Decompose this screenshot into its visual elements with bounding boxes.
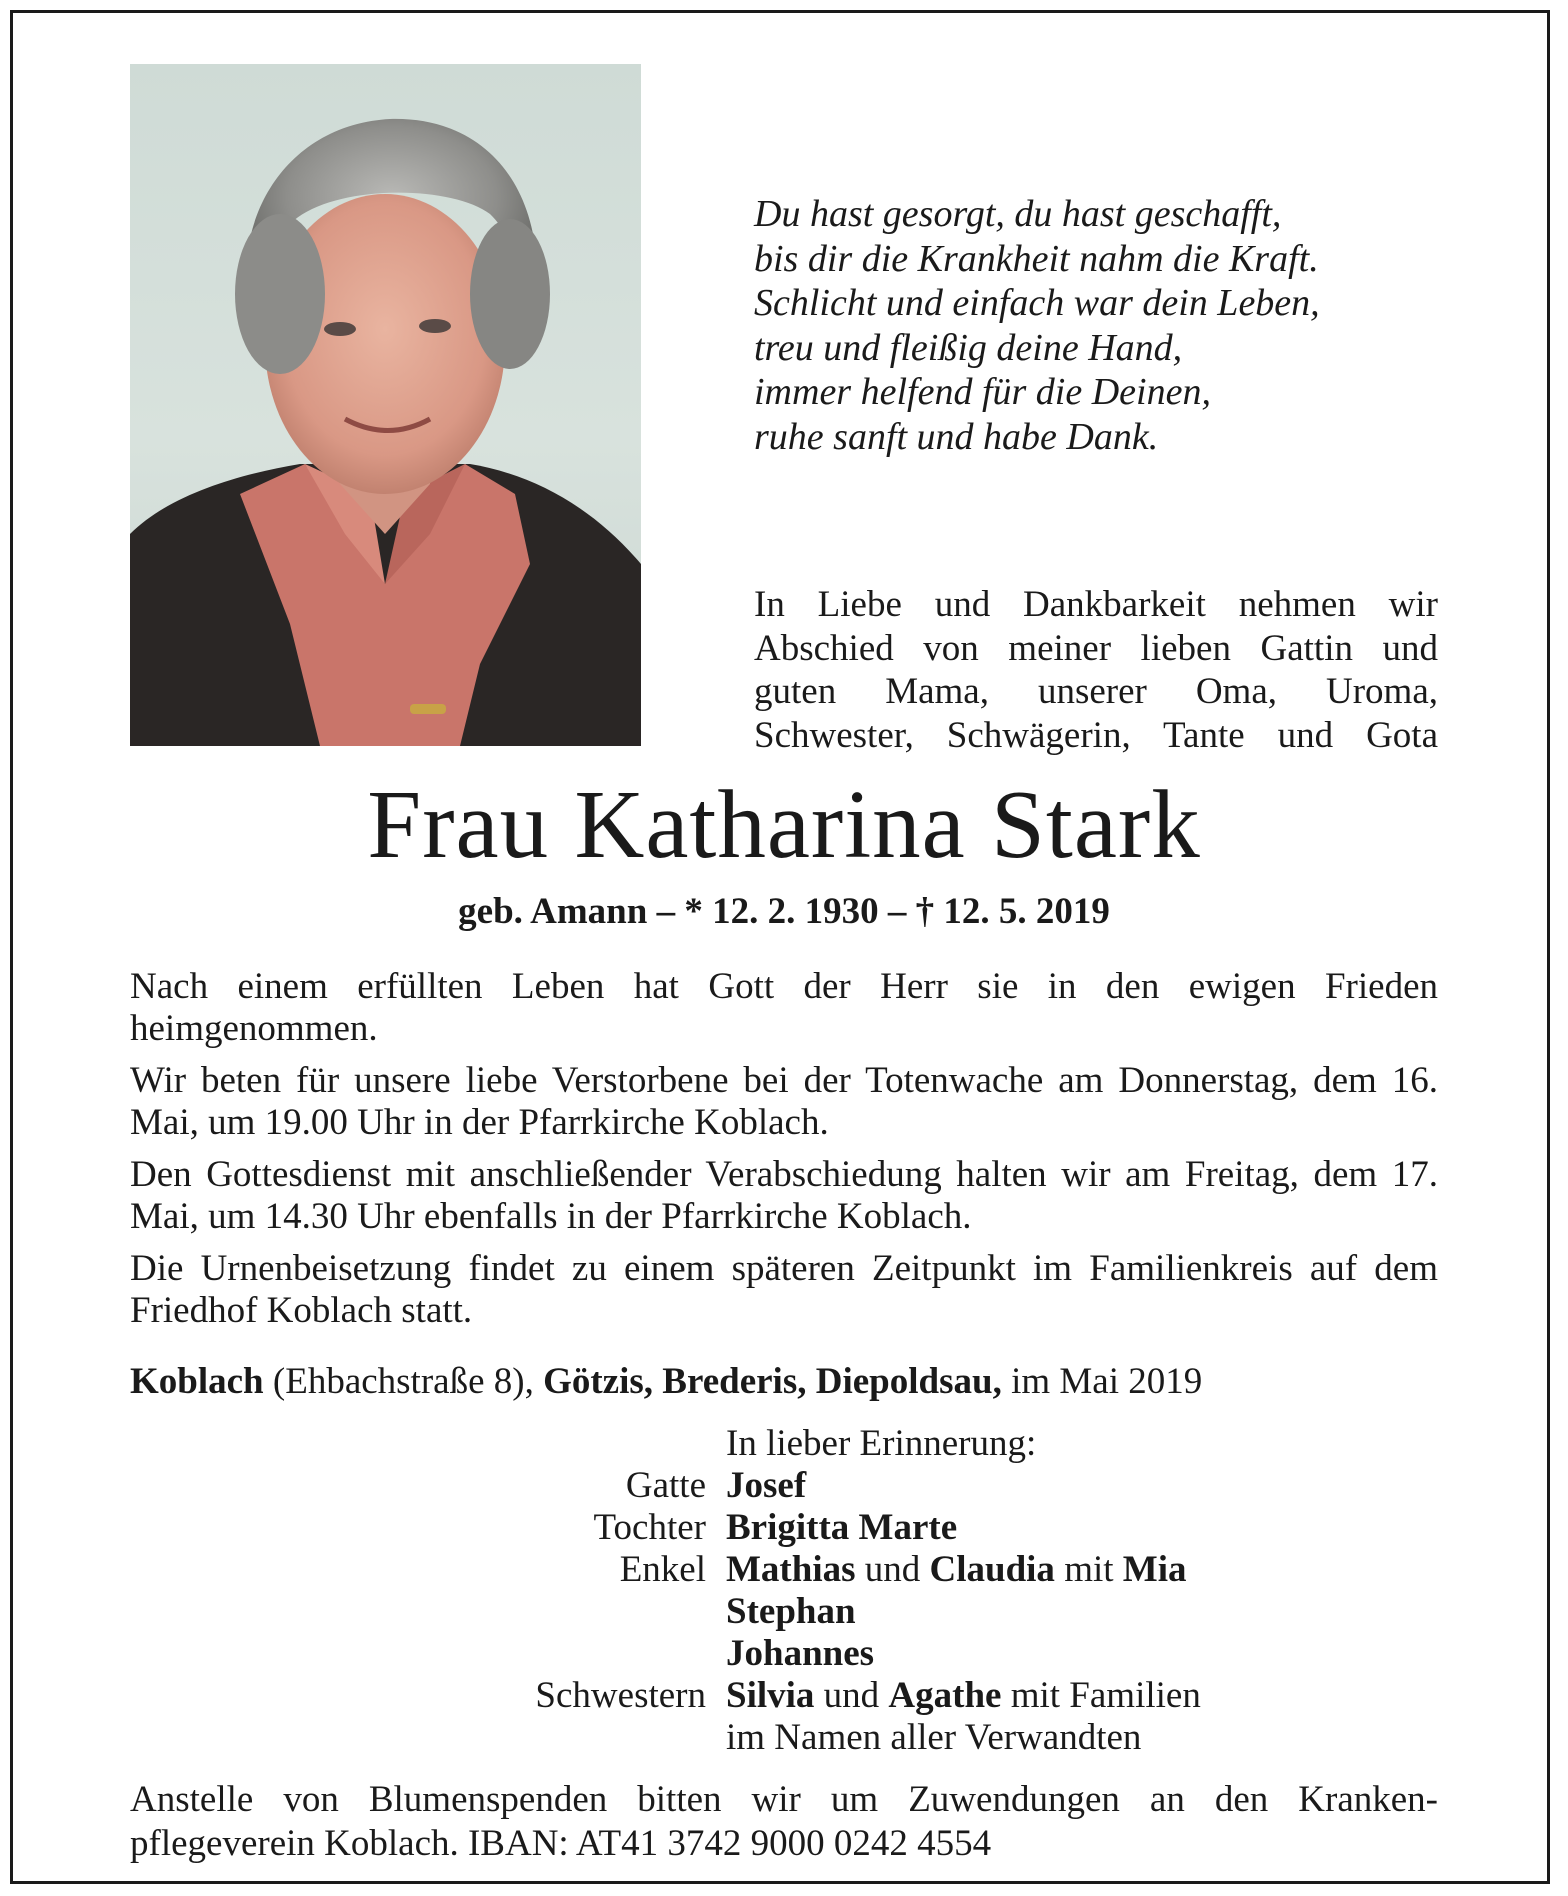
mourner-name: Josef [726, 1465, 807, 1506]
mourner-name: Silvia [726, 1675, 815, 1716]
place-address: (Ehbachstraße 8), [263, 1361, 544, 1402]
body-paragraph: Den Gottesdienst mit anschließender Verabschiedung halten wir am Freitag, dem 17. Mai, um 14.30 Uhr ebenfalls in der Pfarrkirche Koblach. [130, 1154, 1438, 1237]
birth-death-dates: geb. Amann – * 12. 2. 1930 – † 12. 5. 2019 [458, 891, 1110, 932]
mourner-row [130, 1717, 1438, 1759]
mourner-name: Brigitta Marte [726, 1507, 958, 1548]
relation-label: Gatte [625, 1465, 706, 1506]
mourner-row [130, 1465, 1438, 1507]
deceased-name: Frau Katharina Stark [367, 771, 1201, 878]
poem-line: Schlicht und einfach war dein Leben, [754, 282, 1320, 324]
mourners-list [130, 1423, 1438, 1759]
body-paragraph: Die Urnenbeisetzung findet zu einem späteren Zeitpunkt im Familienkreis auf dem Friedhof Koblach statt. [130, 1248, 1438, 1331]
place-date: im Mai 2019 [1001, 1361, 1203, 1402]
body-paragraph: Wir beten für unsere liebe Verstorbene bei der Totenwache am Donnerstag, dem 16. Mai, um 19.00 Uhr in der Pfarrkirche Koblach. [130, 1060, 1438, 1143]
connector-text: mit [1054, 1549, 1123, 1590]
mourner-name: Mathias [726, 1549, 856, 1590]
mourner-name: Mia [1122, 1549, 1187, 1590]
connector-text: mit Familien [1001, 1675, 1201, 1716]
poem-line: ruhe sanft und habe Dank. [754, 415, 1159, 458]
donation-note [130, 1778, 1438, 1866]
mourner-row [130, 1549, 1438, 1591]
relatives-note: im Namen aller Verwandten [726, 1717, 1142, 1758]
mourners-heading-row [130, 1423, 1438, 1465]
mourner-row [130, 1507, 1438, 1549]
relation-label: Tochter [593, 1507, 706, 1548]
poem-line: Du hast gesorgt, du hast geschafft, [754, 193, 1282, 235]
connector-text: und [855, 1549, 930, 1590]
intro-line: Schwester, Schwägerin, Tante und Gota [754, 714, 1438, 756]
place-and-date-line [130, 1360, 1438, 1404]
donation-iban-line: pflegeverein Koblach. IBAN: AT41 3742 9000 0242 4554 [130, 1823, 992, 1864]
relation-label: Schwestern [535, 1675, 706, 1716]
poem-line: treu und fleißig deine Hand, [754, 326, 1183, 369]
mourner-name: Claudia [929, 1549, 1055, 1590]
mourners-heading: In lieber Erinnerung: [726, 1423, 1037, 1464]
mourner-row [130, 1675, 1438, 1717]
donation-line: Anstelle von Blumenspenden bitten wir um Zuwendungen an den Kranken- [130, 1779, 1438, 1820]
place-others: Götzis, Brederis, Diepoldsau, [543, 1361, 1002, 1402]
intro-line: In Liebe und Dankbarkeit nehmen wir [754, 584, 1438, 625]
mourner-name: Johannes [726, 1633, 875, 1674]
portrait-photo [130, 64, 641, 746]
intro-line: guten Mama, unserer Oma, Uroma, [754, 671, 1438, 712]
body-paragraph: Nach einem erfüllten Leben hat Gott der Herr sie in den ewigen Frieden heimgenommen. [130, 966, 1438, 1049]
mourner-name: Agathe [888, 1675, 1002, 1716]
mourner-row [130, 1633, 1438, 1675]
farewell-intro [754, 583, 1438, 757]
mourner-name: Stephan [726, 1591, 856, 1632]
memorial-poem [754, 192, 1474, 459]
place-town: Koblach [130, 1361, 264, 1402]
announcement-body [130, 966, 1438, 1342]
poem-line: bis dir die Krankheit nahm die Kraft. [754, 237, 1319, 280]
poem-line: immer helfend für die Deinen, [754, 371, 1211, 413]
intro-line: Abschied von meiner lieben Gattin und [754, 627, 1438, 669]
relation-label: Enkel [619, 1549, 706, 1590]
mourner-row [130, 1591, 1438, 1633]
connector-text: und [814, 1675, 889, 1716]
